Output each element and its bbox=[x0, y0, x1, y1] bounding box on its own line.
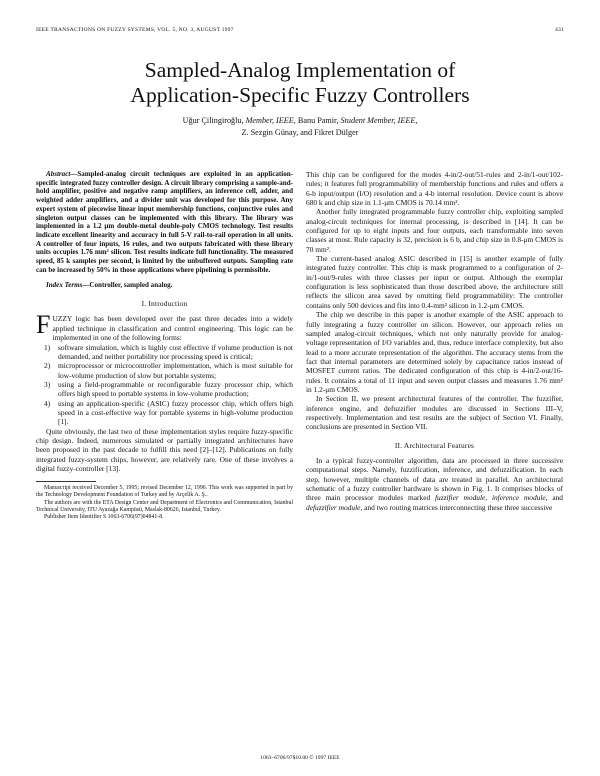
author-2: Banu Pamir, bbox=[297, 116, 339, 125]
right-paragraph-2: Another fully integrated programmable fuzzy controller chip, exploiting sampled analog-circuit techniques for internal processing, is described in [14]. It can be configured for up to eight inputs and four outputs, each transformable into seven classes at most. Rule capacity is 32, precision is 6 b, and chip size in 0.8-μm CMOS is 70 mm². bbox=[306, 207, 563, 254]
index-terms-text: —Controller, sampled analog. bbox=[82, 281, 173, 290]
author-1: Uğur Çilingiroğlu bbox=[182, 116, 242, 125]
list-item-text: using an application-specific (ASIC) fuzzy processor chip, which offers high speed in a cost-effective way for portable systems in high-volume production [1]. bbox=[58, 398, 293, 427]
architecture-text-a: In a typical fuzzy-controller algorithm, data are processed in three successive computational steps. Namely, fuzzification, inference, and defuzzification. In each step, however, multiple channels of data are treated in parallel. An architectural schematic of a fuzzy controller hardware is shown in Fig. 1. It comprises blocks of three main processor modules marked bbox=[306, 455, 563, 503]
footnote-identifier: Publisher Item Identifier S 1063-6706(97)04841-8. bbox=[44, 513, 164, 520]
list-item-text: microprocessor or microcontroller implementation, which is most suitable for low-volume production of slow but portable systems; bbox=[58, 361, 293, 380]
comma-separator: , bbox=[485, 493, 492, 503]
title-line-1: Sampled-Analog Implementation of bbox=[144, 58, 456, 82]
right-paragraph-3: The current-based analog ASIC described in [15] is another example of fully integrated fuzzy controller. This chip is mask programmed to a configuration of 2-in/1-out/9-rules with three classes per input or output. Although the exemplar configuration is less sophisticated than those described above, the architecture still reflects the silicon area saved by omitting field programmability: The controller contains only 500 devices and fits into 0.4-mm² silicon in 1.2-μm CMOS. bbox=[306, 254, 563, 310]
right-paragraph-4: The chip we describe in this paper is another example of the ASIC approach to fully integrating a fuzzy controller on silicon. However, our approach relies on sampled analog-circuit techniques, which not only naturally provide for analog-voltage representation of I/O variables and, thus, reduce interface complexity, but also lead to a more accurate representation of the algorithm. The accuracy stems from the fact that internal parameters are determined solely by capacitance ratios instead of MOSFET current ratios. The dedicated configuration of this chip is 4-in/2-out/16-rules. It contains a total of 11 input and seven output classes and measures 1.76 mm² in 1.2-μm CMOS. bbox=[306, 310, 563, 394]
list-item bbox=[36, 361, 293, 380]
right-paragraph-5: In Section II, we present architectural features of the controller. The fuzzifier, inference engine, and defuzzifier modules are discussed in Sections III–V, respectively. Implementation and test results are the subject of Section VI. Finally, conclusions are presented in Section VII. bbox=[306, 394, 563, 432]
copyright-footer: 1063–6706/97$10.00 © 1997 IEEE bbox=[260, 755, 340, 761]
author-1-role: Member, IEEE, bbox=[245, 116, 296, 125]
index-terms-label: Index Terms bbox=[46, 281, 83, 290]
inference-module-term: inference module bbox=[491, 493, 546, 503]
architecture-text-b: , and two routing matrices interconnecting these three successive bbox=[360, 502, 553, 512]
list-item-number: 3) bbox=[44, 379, 51, 389]
journal-header: IEEE TRANSACTIONS ON FUZZY SYSTEMS, VOL. 5, NO. 3, AUGUST 1997 bbox=[36, 27, 234, 33]
footnotes bbox=[36, 485, 293, 520]
list-item-number: 2) bbox=[44, 361, 51, 371]
list-item bbox=[36, 399, 293, 427]
author-list bbox=[60, 115, 540, 138]
intro-text: UZZY logic has been developed over the past three decades into a widely applied technique in classification and control engineering. This logic can be implemented in one of the following forms: bbox=[52, 314, 293, 343]
defuzzifier-module-term: defuzzifier module bbox=[306, 502, 361, 512]
index-terms bbox=[36, 281, 293, 290]
drop-cap: F bbox=[36, 310, 51, 340]
fuzzifier-module-term: fuzzifier module bbox=[434, 493, 486, 503]
abstract bbox=[36, 170, 293, 274]
author-line-2: Z. Sezgin Günay, and Fikret Dülger bbox=[241, 127, 359, 137]
list-item-number: 1) bbox=[44, 342, 51, 352]
intro-paragraph bbox=[36, 310, 293, 343]
title-line-2: Application-Specific Fuzzy Controllers bbox=[130, 83, 470, 107]
list-item bbox=[36, 380, 293, 399]
list-item bbox=[36, 343, 293, 362]
and-separator: , and bbox=[545, 493, 563, 503]
architecture-paragraph bbox=[306, 456, 563, 512]
left-column bbox=[36, 170, 293, 521]
list-item-text: software simulation, which is highly cost effective if volume production is not demanded, and neither portability nor processing speed is critical; bbox=[58, 342, 293, 361]
abstract-text: Sampled-analog circuit techniques are exploited in an application-specific integrated fuzzy controller design. A circuit library comprising a sample-and-hold amplifier, positive and negative ramp amplifiers, an inference cell, adder, and weighted adder amplifiers, and a divider unit was developed for this purpose. Any expert system of piecewise linear input membership functions, conjunctive rules and singleton output classes can be implemented with this library. The library was implemented in a 1.2 μm double-metal double-poly CMOS technology. Test results indicate excellent linearity and accuracy in full 5-V rail-to-rail operation in all units. A controller of four inputs, 16 rules, and two outputs fabricated with these library units occupies 1.76 mm² silicon. Test results indicate full functionality. The measured speed, 85 k samples per second, is limited by the unbuffered outputs. Sampling rate can be increased by 50% in those applications where pipelining is permissible. bbox=[36, 170, 293, 274]
footnote-divider bbox=[36, 481, 96, 482]
right-column bbox=[306, 170, 563, 512]
author-2-role: Student Member, IEEE, bbox=[340, 116, 418, 125]
intro-paragraph-2: Quite obviously, the last two of these implementation styles require fuzzy-specific chip design. Indeed, numerous simulated or partially integrated architectures have been proposed in the past decade to fulfill this need [2]–[12]. Publications on fully integrated fuzzy-system chips, however, are relatively rare. One of these involves a digital fuzzy-controller [13]. bbox=[36, 426, 293, 473]
footnote-manuscript: Manuscript received December 5, 1995; revised December 12, 1996. This work was supported in part by the Technology Development Foundation of Turkey and by Arçelik A. Ş.. bbox=[36, 485, 293, 499]
abstract-label: Abstract— bbox=[46, 170, 78, 178]
right-paragraph-1: This chip can be configured for the modes 4-in/2-out/51-rules and 2-in/1-out/102-rules; it features full programmability of membership functions and rules and offers a 6-b input/output (I/O) resolution and a 4-b internal resolution. Device count is above 680 k and chip size in 1.1-μm CMOS is 70.14 mm². bbox=[306, 170, 563, 208]
footnote-affiliation: The authors are with the ETA Design Center and Department of Electronics and Communication, Istanbul Technical University, ITU Ayazağa Kampüsü, Maslak-80626, Istanbul, Turkey. bbox=[36, 499, 293, 513]
section-1-heading: I. Introduction bbox=[141, 299, 188, 309]
author-line-1: Uğur Çilingiroğlu, Member, IEEE, Banu Pamir, Student Member, IEEE, bbox=[182, 116, 418, 125]
implementation-forms-list bbox=[36, 343, 293, 427]
section-2-heading: II. Architectural Features bbox=[394, 440, 475, 450]
list-item-number: 4) bbox=[44, 398, 51, 408]
list-item-text: using a field-programmable or reconfigurable fuzzy processor chip, which offers high speed to portable systems in low-volume production; bbox=[58, 379, 293, 399]
running-header bbox=[36, 27, 564, 37]
page-number: 431 bbox=[555, 27, 564, 33]
paper-title bbox=[0, 58, 600, 108]
